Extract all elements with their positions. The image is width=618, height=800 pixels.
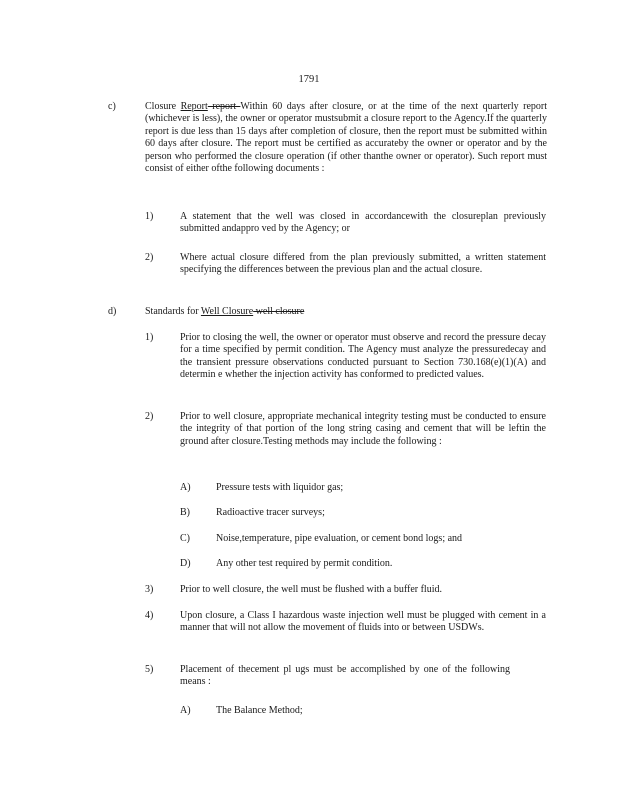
section-d-item-1-text: Prior to closing the well, the owner or operator must observe and record the pressure decay for a time specified by permit condition. The Agency must analyze the pressuredecay and the transient pressure observations conducted pursuant to Section 730.168(e)(1)(A) and determin e whether the injection activity has conformed to predicted values.: [180, 332, 546, 381]
section-d-title-underlined: Well Closure: [200, 306, 254, 317]
section-c-label: c): [108, 101, 116, 112]
section-d-title-prefix: Standards for: [145, 306, 201, 317]
section-d-item-2-text: Prior to well closure, appropriate mechanical integrity testing must be conducted to ensure the integrity of that portion of the long string casing and cement that will be leftin the ground after closure.Testing methods may include the following :: [180, 411, 546, 447]
section-d-item-2-label: 2): [145, 411, 154, 422]
section-d-item-2-sub-c-text: Noise,temperature, pipe evaluation, or cement bond logs; and: [216, 533, 463, 544]
section-d-item-1-label: 1): [145, 332, 154, 343]
section-d-item-4-label: 4): [145, 610, 154, 621]
section-d-heading: [145, 306, 304, 318]
section-c-item-2-text: Where actual closure differed from the plan previously submitted, a written statement specifying the differences between the previous plan and the actual closure.: [180, 252, 546, 276]
section-c-item-2-label: 2): [145, 252, 154, 263]
section-d-item-3-text: Prior to well closure, the well must be flushed with a buffer fluid.: [180, 584, 442, 595]
section-c-body: Within 60 days after closure, or at the time of the next quarterly report (whichever is less), the owner or operator mustsubmit a closure report to the Agency.If the quarterly report is due less than 15 days after completion of closure, then the report must be submitted within 60 days after closure. The report must be certified as accurateby the owner or operator and by the person who performed the closure operation (if other thanthe owner or operator). Such report must consist of either ofthe following documents :: [145, 101, 548, 175]
page-number: 1791: [298, 74, 320, 85]
section-d-item-2-sub-b-label: B): [180, 507, 190, 518]
section-c-item-1-text: A statement that the well was closed in accordancewith the closureplan previously submitted andappro ved by the Agency; or: [180, 211, 546, 235]
section-d-item-5-text: Placement of thecement pl ugs must be accomplished by one of the following means :: [180, 664, 510, 688]
section-c-item-1-label: 1): [145, 211, 154, 222]
section-d-item-5-sub-a-label: A): [180, 705, 191, 716]
section-d-title-struck: well closure: [253, 306, 305, 317]
section-d-item-2-sub-d-text: Any other test required by permit condition.: [216, 558, 393, 569]
section-d-item-5-label: 5): [145, 664, 154, 675]
section-d-item-2-sub-d-label: D): [180, 558, 191, 569]
section-c-title-prefix: Closure: [145, 101, 181, 112]
section-d-label: d): [108, 306, 117, 317]
section-c-title-underlined: Report: [180, 101, 208, 112]
section-d-item-5-sub-a-text: The Balance Method;: [216, 705, 303, 716]
section-d-item-2-sub-a-text: Pressure tests with liquidor gas;: [216, 482, 344, 493]
section-d-item-2-sub-b-text: Radioactive tracer surveys;: [216, 507, 325, 518]
section-c-paragraph: [145, 101, 547, 175]
section-d-item-3-label: 3): [145, 584, 154, 595]
section-d-item-4-text: Upon closure, a Class I hazardous waste injection well must be plugged with cement in a manner that will not allow the movement of fluids into or between USDWs.: [180, 610, 546, 634]
section-d-item-2-sub-c-label: C): [180, 533, 190, 544]
section-d-item-2-sub-a-label: A): [180, 482, 191, 493]
section-c-title-struck: report: [207, 101, 241, 112]
